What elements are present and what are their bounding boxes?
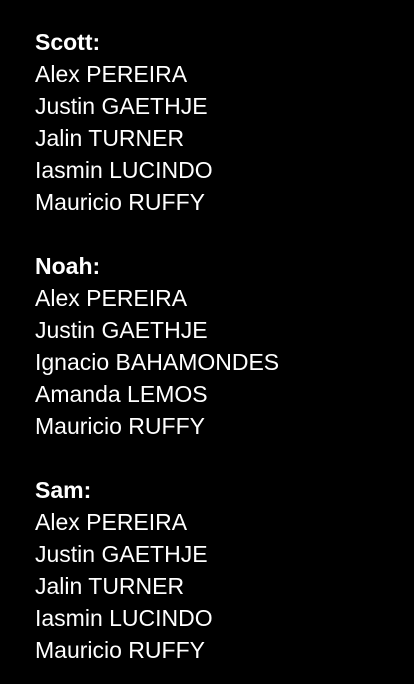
pick-item: Jalin TURNER — [35, 125, 185, 151]
group-name: Sam: — [35, 477, 92, 503]
pick-item: Justin GAETHJE — [35, 541, 208, 567]
pick-item: Justin GAETHJE — [35, 93, 208, 119]
pick-item: Jalin TURNER — [35, 573, 185, 599]
group-sam — [35, 474, 405, 666]
pick-item: Mauricio RUFFY — [35, 637, 205, 663]
pick-item: Mauricio RUFFY — [35, 413, 205, 439]
pick-item: Alex PEREIRA — [35, 61, 188, 87]
pick-item: Iasmin LUCINDO — [35, 605, 213, 631]
pick-list — [35, 506, 405, 666]
group-name: Noah: — [35, 253, 101, 279]
pick-item: Mauricio RUFFY — [35, 189, 205, 215]
pick-item: Alex PEREIRA — [35, 509, 188, 535]
group-scott — [35, 26, 405, 218]
pick-item: Justin GAETHJE — [35, 317, 208, 343]
pick-item: Alex PEREIRA — [35, 285, 188, 311]
pick-list — [35, 58, 405, 218]
pick-item: Iasmin LUCINDO — [35, 157, 213, 183]
group-noah — [35, 250, 405, 442]
picks-list — [35, 26, 405, 666]
pick-item: Amanda LEMOS — [35, 381, 208, 407]
pick-item: Ignacio BAHAMONDES — [35, 349, 280, 375]
group-name: Scott: — [35, 29, 101, 55]
pick-list — [35, 282, 405, 442]
